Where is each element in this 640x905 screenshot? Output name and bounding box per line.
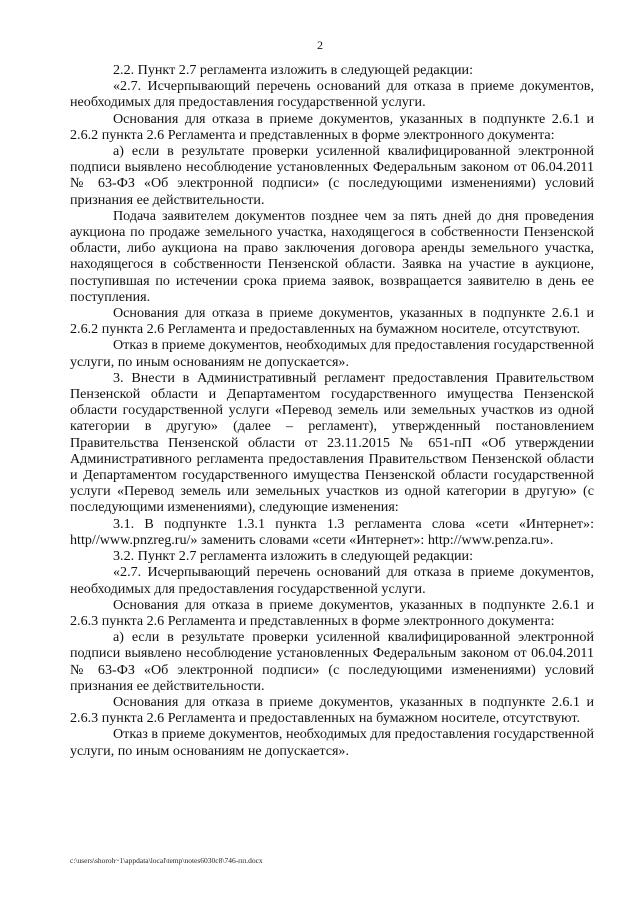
page-number: 2 bbox=[317, 38, 323, 52]
paragraph-signature-check: а) если в результате проверки усиленной квалифицированной электронной подписи выявлено несоблюдение установленных Федеральным законом от 06.04.2011 № 63-ФЗ «Об электронной подписи» (с последующими изменениями) условий признания ее действительности. bbox=[70, 143, 594, 208]
paragraph-other-grounds-repeat: Отказ в приеме документов, необходимых для предоставления государственной услуги, по иным основаниям не допускается». bbox=[70, 726, 594, 759]
paragraph-2-7-heading-repeat: «2.7. Исчерпывающий перечень оснований для отказа в приеме документов, необходимых для предоставления государственной услуги. bbox=[70, 564, 594, 597]
paragraph-signature-check-repeat: а) если в результате проверки усиленной квалифицированной электронной подписи выявлено несоблюдение установленных Федеральным законом от 06.04.2011 № 63-ФЗ «Об электронной подписи» (с последующими изменениями) условий признания ее действительности. bbox=[70, 629, 594, 694]
paragraph-other-grounds: Отказ в приеме документов, необходимых для предоставления государственной услуги, по иным основаниям не допускается». bbox=[70, 337, 594, 370]
document-body bbox=[70, 62, 594, 759]
paragraph-electronic-grounds: Основания для отказа в приеме документов, указанных в подпункте 2.6.1 и 2.6.2 пункта 2.6 Регламента и представленных в форме электронного документа: bbox=[70, 110, 594, 143]
paragraph-auction-deadline: Подача заявителем документов позднее чем за пять дней до дня проведения аукциона по продаже земельного участка, находящегося в собственности Пензенской области, либо аукциона на право заключения договора аренды земельного участка, находящегося в собственности Пензенской области. Заявка на участие в аукционе, поступившая по истечении срока приема заявок, возвращается заявителю в день ее поступления. bbox=[70, 207, 594, 305]
paragraph-3-1: 3.1. В подпункте 1.3.1 пункта 1.3 регламента слова «сети «Интернет»: http//www.pnzreg.ru/» заменить словами «сети «Интернет»: http://www.penza.ru». bbox=[70, 515, 594, 548]
footer-file-path: c:\users\shoroh~1\appdata\local\temp\notes6030c8\746-пп.docx bbox=[70, 856, 263, 865]
paragraph-2-2: 2.2. Пункт 2.7 регламента изложить в следующей редакции: bbox=[113, 62, 474, 78]
paragraph-section-3: 3. Внести в Административный регламент предоставления Правительством Пензенской области и Департаментом государственного имущества Пензенской области государственной услуги «Перевод земель или земельных участков из одной категории в другую» (далее – регламент), утвержденный постановлением Правительства Пензенской области от 23.11.2015 № 651-пП «Об утверждении Административного регламента предоставления Правительством Пензенской области и Департаментом государственного имущества Пензенской области государственной услуги «Перевод земель или земельных участков из одной категории в другую» (с последующими изменениями), следующие изменения: bbox=[70, 369, 594, 516]
paragraph-3-2: 3.2. Пункт 2.7 регламента изложить в следующей редакции: bbox=[113, 548, 474, 565]
paragraph-electronic-grounds-repeat: Основания для отказа в приеме документов, указанных в подпункте 2.6.1 и 2.6.3 пункта 2.6 Регламента и представленных в форме электронного документа: bbox=[70, 596, 594, 629]
paragraph-paper-grounds: Основания для отказа в приеме документов, указанных в подпункте 2.6.1 и 2.6.2 пункта 2.6 Регламента и предоставленных на бумажном носителе, отсутствуют. bbox=[70, 305, 594, 338]
paragraph-2-7-heading: «2.7. Исчерпывающий перечень оснований для отказа в приеме документов, необходимых для предоставления государственной услуги. bbox=[70, 78, 594, 111]
paragraph-paper-grounds-repeat: Основания для отказа в приеме документов, указанных в подпункте 2.6.1 и 2.6.3 пункта 2.6 Регламента и предоставленных на бумажном носителе, отсутствуют. bbox=[70, 693, 594, 727]
